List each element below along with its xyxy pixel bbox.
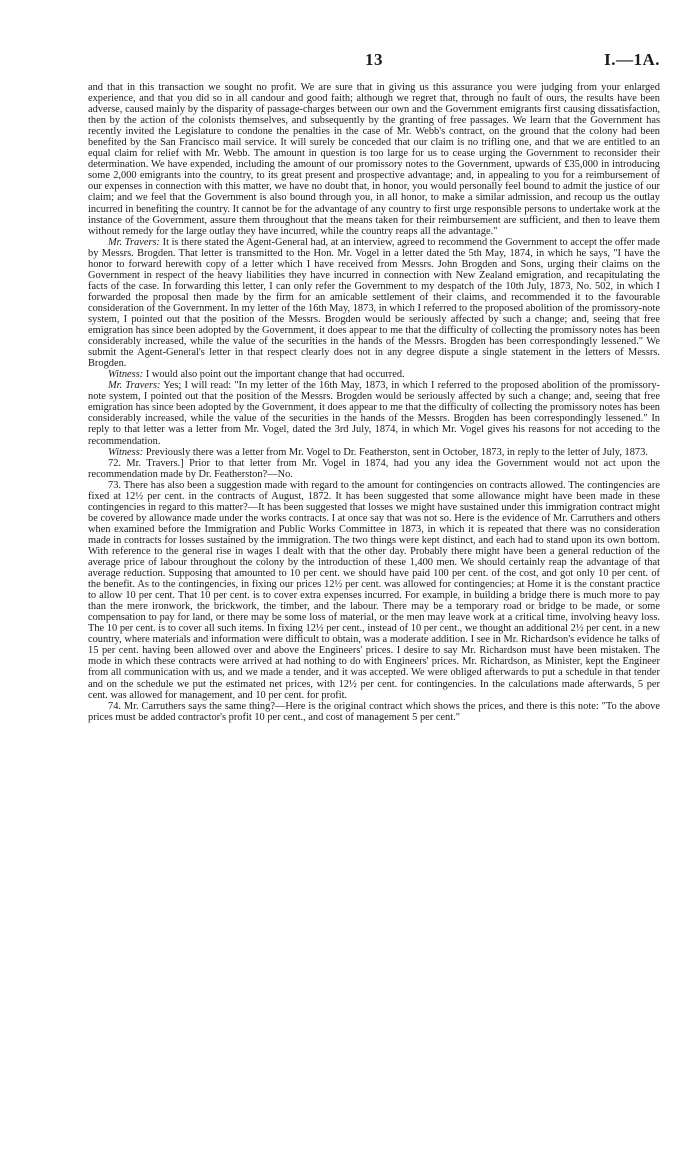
paragraph-text: It is there stated the Agent-General had, at an interview, agreed to recommend the Government to accept the offer made by Messrs. Brogden. That letter is transmitted to the Hon. Mr. Vogel in a letter dated the 5th May, 1874, in which he says, "I have the honor to forward herewith copy of a letter which I have received from Messrs. John Brogden and Sons, urging their claims on the Government in respect of the heavy liabilities they have incurred in connection with New Zealand emigration, and recapitulating the facts of the case. In forwarding this letter, I can only refer the Government to my despatch of the 10th July, 1873, No. 502, in which I forwarded the proposal then made by the firm for an amicable settlement of their claims, and recommended it to the favourable consideration of the Government. In my letter of the 16th May, 1873, in which I referred to the proposed abolition of the promissory-note system, I pointed out that the position of the Messrs. Brogden would be seriously affected by such a change; and, seeing that free emigration has since been adopted by the Government, it does appear to me that the difficulty of collecting the promissory notes has been considerably increased, while the value of the securities in the hands of the Messrs. Brogden has been correspondingly lessened." We submit the Agent-General's letter in that respect clearly does not in any degree dispute a single statement in the letters of Messrs. Brogden. [88,236,660,370]
paragraph [88,369,660,380]
paragraph-text: Previously there was a letter from Mr. Vogel to Dr. Featherston, sent in October, 1873, in reply to the letter of July, 1873. [143,446,648,458]
page-header [88,50,660,72]
paragraph [88,237,660,370]
paragraph [88,447,660,458]
paragraph [88,458,660,480]
paragraph-text: 72. Mr. Travers.] Prior to that letter from Mr. Vogel in 1874, had you any idea the Government would not act upon the recommendation made by Dr. Featherston?—No. [88,457,660,480]
paragraph-text: Yes; I will read: "In my letter of the 16th May, 1873, in which I referred to the proposed abolition of the promissory-note system, I pointed out that the position of the Messrs. Brogden would be seriously affected by such a change; and, seeing that free emigration has since been adopted by the Government, it does appear to me that the difficulty of collecting the promissory notes has been considerably increased, while the value of the securities in the hands of the Messrs. Brogden has been correspondingly lessened." In reply to that letter was a letter from Mr. Vogel, dated the 3rd July, 1874, in which Mr. Vogel gives his reasons for not acceding to the recommendation. [88,380,660,447]
paragraph-text: I would also point out the important change that had occurred. [143,369,405,381]
paragraph-text: 73. There has also been a suggestion made with regard to the amount for contingencies on contracts allowed. The contingencies are fixed at 12½ per cent. in the contracts of August, 1872. It has been suggested that some allowance might have been made in these contingencies in regard to this matter?—It has been suggested that losses we might have sustained under this immigration contract might be covered by allowance made under the works contracts. I at once say that was not so. Here is the evidence of Mr. Carruthers and others when examined before the Immigration and Public Works Committee in 1873, in which it is repeated that there was no consideration made in contracts for losses sustained by the immigration. The two things were kept distinct, and each had to stand upon its own bottom. With reference to the general rise in wages I dealt with that the other day. Probably there might have been a general reduction of the average price of labour throughout the colony by the introduction of these 1,400 men. We should certainly reap the advantage of that average reduction. Supposing that amounted to 10 per cent. we should have paid 100 per cent. of the cost, and got only 10 per cent. of the benefit. As to the contingencies, in fixing our prices 12½ per cent. was allowed for contingencies; at Home it is the constant practice to allow 10 per cent. That 10 per cent. is to cover extra expenses incurred. For example, in building a bridge there is much more to pay than the mere ironwork, the brickwork, the timber, and the labour. There may be a temporary road or bridge to be made, or some compensation to pay for land, or there may be some loss of material, or the men may leave work at a critical time, involving heavy loss. The 10 per cent. is to cover all such items. In fixing 12½ per cent., instead of 10 per cent., we thought an additional 2½ per cent. in a new country, where materials and information were difficult to obtain, was a moderate addition. I see in Mr. Richardson's evidence he talks of 15 per cent. having been allowed over and above the Engineers' prices. I desire to say Mr. Richardson must have been mistaken. The mode in which these contracts were arrived at had nothing to do with Engineers' prices. Mr. Richardson, as Minister, kept the Engineer from all communication with us, and we made a tender, and it was accepted. We were obliged afterwards to put a schedule in that tender and on the schedule we put the estimated net prices, with 12½ per cent. for contingencies. In the calculations made afterwards, 5 per cent. was allowed for management, and 10 per cent. for profit. [88,479,660,701]
body-text [88,82,660,723]
paragraph [88,380,660,446]
speaker-label: Witness: [108,369,144,381]
paragraph-text: 74. Mr. Carruthers says the same thing?—Here is the original contract which shows the prices, and there is this note: "To the above prices must be added contractor's profit 10 per cent., and cost of management 5 per cent." [88,700,660,723]
paragraph [88,480,660,701]
paragraph [88,701,660,723]
speaker-label: Mr. Travers: [108,380,161,392]
page-number: 13 [365,50,383,69]
paragraph-text: and that in this transaction we sought no profit. We are sure that in giving us this assurance you were judging from your enlarged experience, and that you did so in all candour and good faith; although we regret that, through no fault of ours, the results have been adverse, caused mainly by the disparity of passage-charges between our own and the Government emigrants first causing dissatisfaction, then by the action of the colonists themselves, and subsequently by the granting of free passages. We learn that the Government has recently invited the Legislature to condone the penalties in the case of Mr. Webb's contract, on the ground that the colony had been benefited by the San Francisco mail service. It will surely be conceded that our claim is no trifling one, and that we are entitled to an equal claim for relief with Mr. Webb. The amount in question is too large for us to cease urging the Government to reconsider their determination. We have expended, including the amount of our promissory notes to the Government, upwards of £35,000 in introducing some 2,000 emigrants into the country, to its great present and prospective advantage; and, in appealing to you for a reimbursement of our expenses in connection with this matter, we have no doubt that, in honor, you would personally feel bound to admit the justice of our claim; and we feel that the Government is also bound through you, in all honor, to make a similar admission, and recoup us the outlay incurred in benefiting the country. It cannot be for the advantage of any country to first urge responsible persons to undertake work at the instance of the Government, assure them throughout that the means taken for their reimbursement are sufficient, and then to leave them without remedy for the large outlay they have incurred, while the country reaps all the advantage." [88,82,660,237]
speaker-label: Witness: [108,446,144,458]
speaker-label: Mr. Travers: [108,236,160,248]
document-reference: I.—1A. [604,50,660,69]
paragraph [88,82,660,237]
